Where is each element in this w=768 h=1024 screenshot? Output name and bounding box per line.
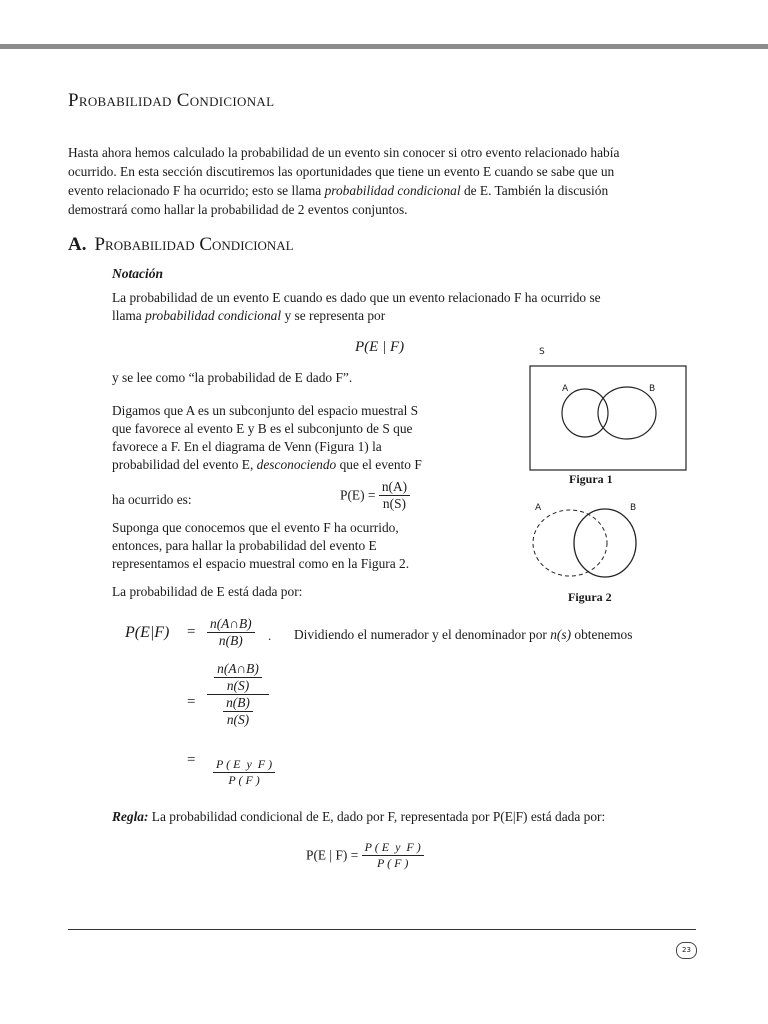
figure1-s-label: S xyxy=(539,347,545,357)
fraction-step2: $\frac{n(A\cap B)}{n(S)}$ $\frac{n(B)}{n(S)}$ xyxy=(207,661,269,728)
la-probabilidad-text: La probabilidad de E está dada por: xyxy=(112,584,303,599)
digamos-paragraph: Digamos que A es un subconjunto del espacio muestral S que favorece al evento E y B es el subconjunto de S que favorece a F. En el diagrama de Venn (Figura 1) la probabilidad del evento E, desconociendo que el evento F xyxy=(112,403,422,472)
period: . xyxy=(268,628,272,643)
set-b-circle xyxy=(574,509,636,577)
regla-label: Regla: xyxy=(112,809,149,824)
figure2-a-label: A xyxy=(535,503,542,513)
section-heading xyxy=(68,234,294,256)
figure2-b-label: B xyxy=(630,503,637,513)
set-b-circle xyxy=(598,387,656,439)
equals-sign: = xyxy=(187,694,196,710)
equals-sign: = xyxy=(187,752,196,768)
bottom-rule xyxy=(68,929,696,930)
notacion-label: Notación xyxy=(112,266,164,281)
figure1-venn-diagram xyxy=(529,365,687,471)
derivation-lhs: P(E|F) xyxy=(125,624,170,641)
figure1-a-label: A xyxy=(562,384,569,394)
page-title: Probabilidad Condicional xyxy=(68,90,275,111)
figure1-b-label: B xyxy=(649,384,656,394)
fraction-step1: $\frac{n(A\cap B)}{n(B)}$ xyxy=(207,616,255,649)
equals-sign: = xyxy=(187,624,196,640)
set-a-dashed-circle xyxy=(533,510,607,576)
fraction-step3: $\frac{\text{P ( E y F )}}{P ( F )}$ xyxy=(207,742,275,788)
ha-ocurrido-text: ha ocurrido es: xyxy=(112,492,192,507)
section-letter: A. xyxy=(68,234,87,255)
se-lee-text: y se lee como “la probabilidad de E dado F”. xyxy=(112,370,353,385)
figure2-caption: Figura 2 xyxy=(568,590,612,604)
intro-line: Hasta ahora hemos calculado la probabilidad de un evento sin conocer si otro evento relacionado había xyxy=(68,145,620,160)
intro-paragraph xyxy=(68,143,700,219)
formula-p-e-given-f: P(E | F) xyxy=(355,339,405,355)
suponga-paragraph: Suponga que conocemos que el evento F ha ocurrido, entonces, para hallar la probabilidad del evento E representamos el espacio muestral como en la Figura 2. xyxy=(112,520,410,571)
intro-line: evento relacionado F ha ocurrido; esto se llama probabilidad condicional de E. También la discusión xyxy=(68,183,609,198)
dividiendo-text: Dividiendo el numerador y el denominador por n(s) obtenemos xyxy=(294,627,633,642)
notacion-paragraph: La probabilidad de un evento E cuando es dado que un evento relacionado F ha ocurrido se llama probabilidad condicional y se representa por xyxy=(112,290,601,323)
page-number: 23 xyxy=(676,942,697,959)
rule-formula: P(E | F) = $\frac{\text{P ( E y F )}}{P ( F )}$ xyxy=(306,840,424,871)
figure1-caption: Figura 1 xyxy=(569,472,613,486)
figure2-venn-diagram xyxy=(528,506,640,582)
intro-line: ocurrido. En esta sección discutiremos las oportunidades que tiene un evento E cuando se sabe que un xyxy=(68,164,615,179)
p-of-e-formula: P(E) = $\frac{n(A)}{n(S)}$ xyxy=(340,479,410,512)
regla-line: Regla: La probabilidad condicional de E, dado por F, representada por P(E|F) está dada por: xyxy=(112,809,606,824)
section-title: Probabilidad Condicional xyxy=(94,234,294,255)
top-rule xyxy=(0,44,768,49)
set-a-circle xyxy=(562,389,608,437)
intro-line: demostrará como hallar la probabilidad de 2 eventos conjuntos. xyxy=(68,202,408,217)
